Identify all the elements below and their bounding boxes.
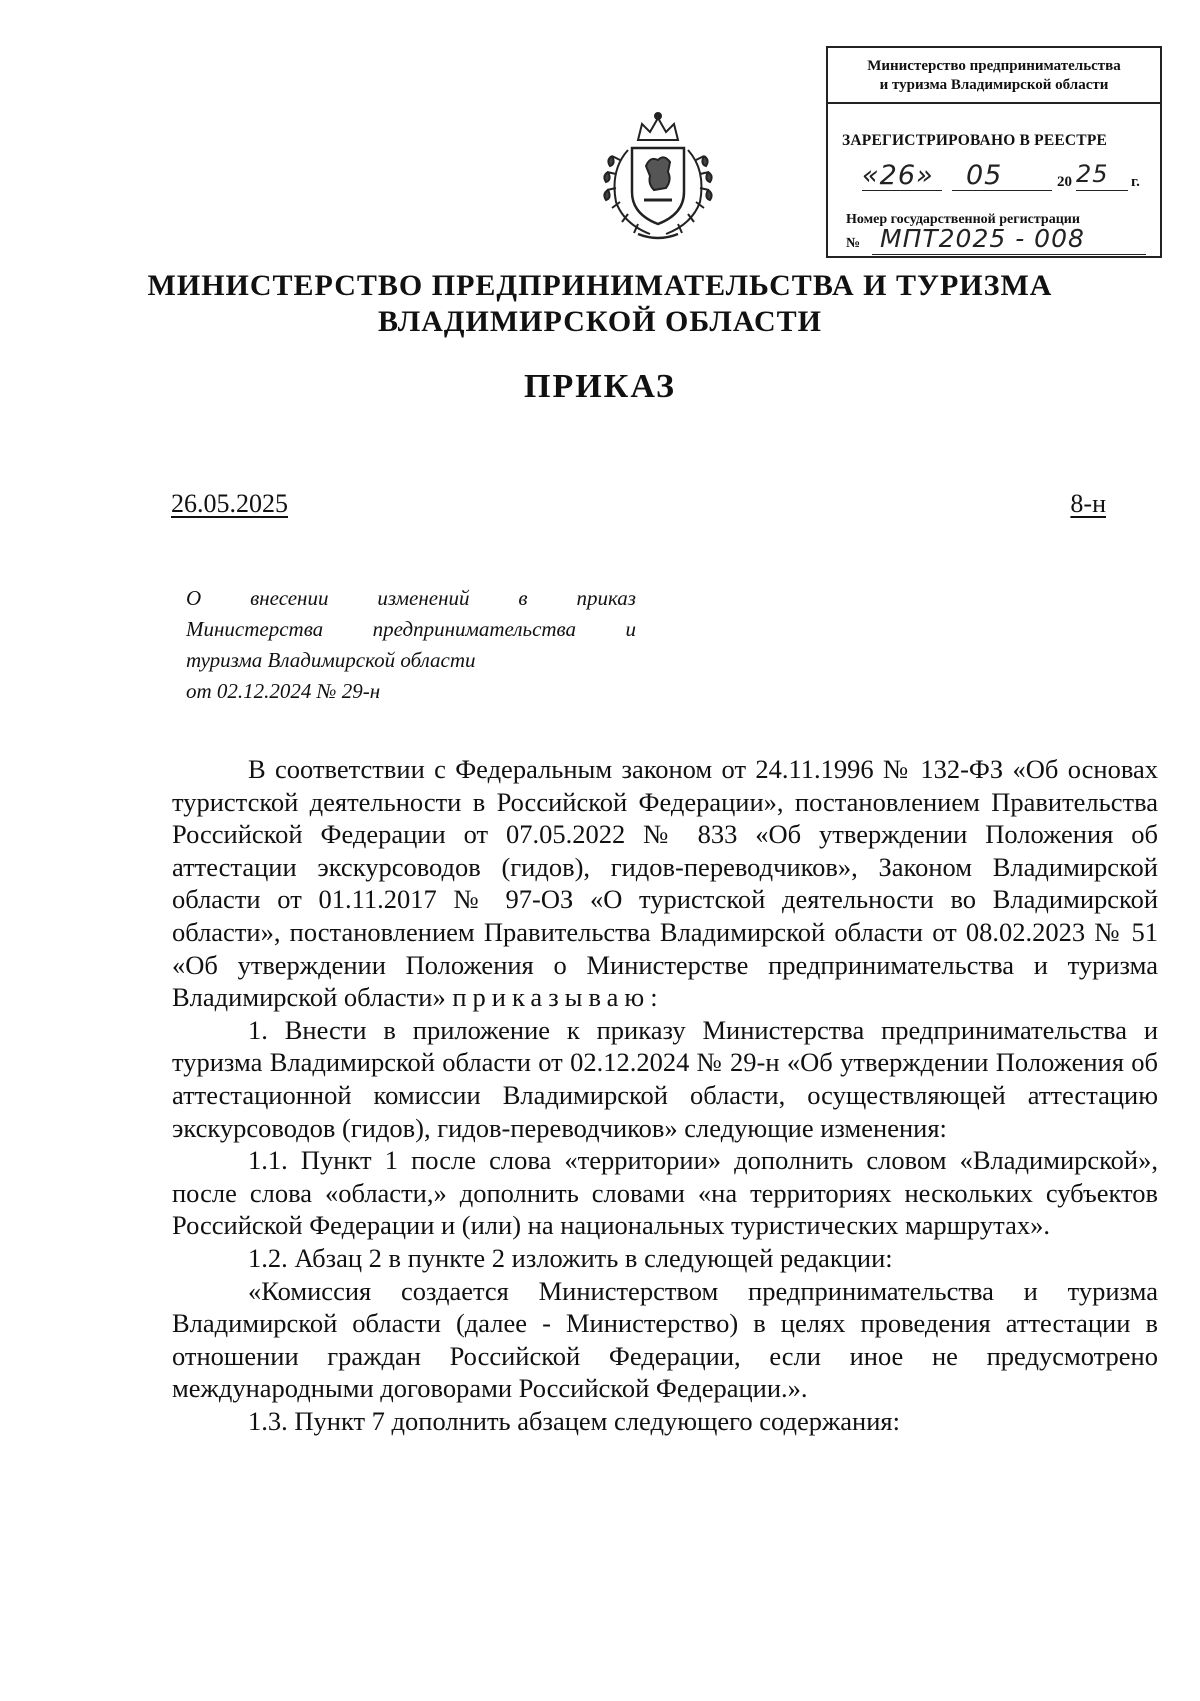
document-type-title: ПРИКАЗ bbox=[524, 368, 676, 405]
preamble-paragraph bbox=[172, 753, 1158, 1014]
stamp-reg-number bbox=[846, 224, 1146, 256]
clause-1-3: 1.3. Пункт 7 дополнить абзацем следующего содержания: bbox=[248, 1405, 900, 1436]
stamp-date-g: г. bbox=[1131, 174, 1140, 190]
order-subject bbox=[186, 583, 636, 707]
clause-1-1: 1.1. Пункт 1 после слова «территории» дополнить словом «Владимирской», после слова «области,» дополнить словами «на территориях нескольких субъектов Российской Федерации и (или) на национальных туристических маршрутах». bbox=[172, 1145, 1158, 1241]
clause-1-2: 1.2. Абзац 2 в пункте 2 изложить в следующей редакции: bbox=[248, 1242, 893, 1273]
stamp-no-sign: № bbox=[846, 236, 861, 251]
order-body bbox=[172, 753, 1158, 1437]
stamp-header bbox=[828, 48, 1160, 104]
stamp-reg-number-label: Номер государственной регистрации bbox=[846, 212, 1080, 227]
clause-1: 1. Внести в приложение к приказу Министерства предпринимательства и туризма Владимирской области от 02.12.2024 № 29-н «Об утверждении Положения об аттестационной комиссии Владимирской области, осуществляющей аттестацию экскурсоводов (гидов), гидов-переводчиков» следующие изменения: bbox=[172, 1014, 1158, 1143]
stamp-date-year-line bbox=[1076, 190, 1128, 191]
stamp-date-day: «26» bbox=[862, 160, 934, 191]
stamp-date-year-prefix: 20 bbox=[1057, 174, 1072, 190]
stamp-reg-number-line bbox=[872, 254, 1146, 255]
clause-1-2-text: «Комиссия создается Министерством предпринимательства и туризма Владимирской области (далее - Министерство) в целях проведения аттестации в отношении граждан Российской Федерации, если иное не предусмотрено международными договорами Российской Федерации.». bbox=[172, 1275, 1158, 1404]
stamp-date-day-line bbox=[862, 190, 942, 191]
stamp-date-month: 05 bbox=[966, 160, 1003, 191]
ministry-title-line1: МИНИСТЕРСТВО ПРЕДПРИНИМАТЕЛЬСТВА И ТУРИЗМА bbox=[147, 269, 1053, 302]
coat-of-arms-emblem bbox=[598, 110, 718, 242]
stamp-reg-number-value: МПТ2025 - 008 bbox=[880, 224, 1085, 253]
stamp-header-line1: Министерство предпринимательства bbox=[867, 58, 1121, 74]
stamp-date-month-line bbox=[952, 190, 1052, 191]
order-number: 8-н bbox=[1070, 489, 1106, 518]
order-verb: приказываю: bbox=[452, 982, 664, 1013]
crown-shape bbox=[638, 118, 678, 140]
stamp-date bbox=[854, 160, 1144, 194]
ministry-title bbox=[100, 268, 1100, 340]
ministry-title-line2: ВЛАДИМИРСКОЙ ОБЛАСТИ bbox=[378, 305, 822, 338]
stamp-date-year-suffix: 25 bbox=[1076, 160, 1109, 188]
subject-line: О внесении изменений в приказ bbox=[186, 586, 636, 610]
registration-stamp bbox=[826, 46, 1162, 258]
subject-line: Министерства предпринимательства и bbox=[186, 617, 636, 641]
subject-line: от 02.12.2024 № 29-н bbox=[186, 679, 381, 703]
stamp-header-line2: и туризма Владимирской области bbox=[879, 77, 1109, 93]
stamp-registered-label: ЗАРЕГИСТРИРОВАНО В РЕЕСТРЕ bbox=[842, 132, 1108, 149]
preamble-text: В соответствии с Федеральным законом от 24.11.1996 № 132-ФЗ «Об основах туристской деятельности в Российской Федерации», постановлением Правительства Российской Федерации от 07.05.2022 № 833 «Об утверждении Положения об аттестации экскурсоводов (гидов), гидов-переводчиков», Законом Владимирской области от 01.11.2017 № 97-ОЗ «О туристской деятельности во Владимирской области», постановлением Правительства Владимирской области от 08.02.2023 № 51 «Об утверждении Положения о Министерстве предпринимательства и туризма Владимирской области» bbox=[172, 754, 1158, 1013]
order-date: 26.05.2025 bbox=[171, 489, 288, 518]
subject-line: туризма Владимирской области bbox=[186, 648, 476, 672]
